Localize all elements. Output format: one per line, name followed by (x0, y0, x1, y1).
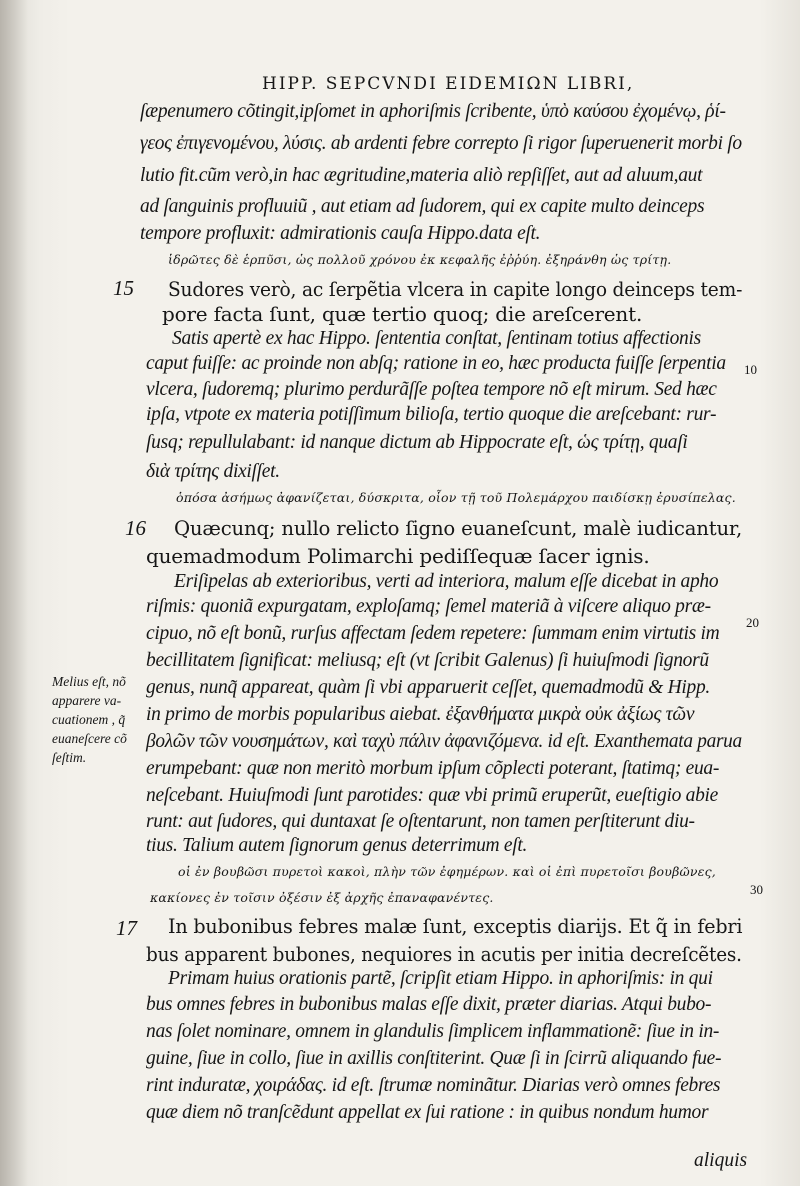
text-line: quæ diem nõ tranſcẽdunt appellat ex ſui ratione : in quibus nondum humor (146, 1102, 709, 1123)
text-line: vlcera, ſudoremq; plurimo perdurãſſe poſtea tempore nõ eſt mirum. Sed hæc (146, 379, 717, 400)
text-line: ipſa, vtpote ex materia potiſſimum bilioſa, tertio quoque die areſcebant: rur- (146, 404, 717, 425)
margin-note-line: ſeſtim. (52, 750, 87, 765)
text-line: tius. Talium autem ſignorum genus deterrimum eſt. (146, 835, 528, 856)
text-line: in primo de morbis popularibus aiebat. ἐξανθήματα μικρὰ οὐκ ἀξίως τῶν (146, 704, 695, 725)
page-gutter-shadow (0, 0, 28, 1186)
margin-note-line: Melius eſt, nõ (52, 674, 126, 689)
marginal-line-number: 20 (746, 615, 759, 630)
text-line: ad ſanguinis profluuiũ , aut etiam ad ſudorem, qui ex capite multo deinceps (140, 196, 705, 217)
text-line: rint induratæ, χοιράδας. id eſt. ſtrumæ nominãtur. Diarias verò omnes febres (146, 1075, 721, 1096)
text-line: cipuo, nõ eſt bonũ, rurſus affectam ſedem repetere: ſummam enim virtutis im (146, 623, 720, 644)
margin-note-line: cuationem , q̃ (52, 712, 126, 727)
margin-note-line: euaneſcere cõ (52, 731, 127, 746)
catchword: aliquis (694, 1150, 748, 1171)
marginal-line-number: 10 (744, 362, 757, 377)
text-line: tempore profluxit: admirationis cauſa Hippo.data eſt. (140, 223, 541, 244)
marginal-line-number: 30 (750, 882, 763, 897)
text-line: ſusq; repullulabant: id nanque dictum ab Hippocrate eſt, ὡς τρίτῃ, quaſi (146, 432, 688, 453)
text-line: ſæpenumero cõtingit,ipſomet in aphoriſmis ſcribente, ὑπὸ καύσου ἐχομένῳ, ῥί- (140, 101, 726, 122)
text-line: Eriſipelas ab exterioribus, verti ad interiora, malum eſſe dicebat in apho (174, 571, 719, 592)
text-line: caput fuiſſe: ac proinde non abſq; ratione in eo, hæc producta fuiſſe ſerpentia (146, 353, 726, 374)
aphorism-line: quemadmodum Polimarchi pediſſequæ ſacer ignis. (146, 544, 650, 568)
greek-line: οἱ ἐν βουβῶσι πυρετοὶ κακοὶ, πλὴν τῶν ἐφημέρων. καὶ οἱ ἐπὶ πυρετοῖσι βουβῶνες, (178, 864, 716, 879)
aphorism-line: Quæcunq; nullo relicto ſigno euaneſcunt, malè iudicantur, (174, 516, 743, 540)
greek-line: ἱδρῶτες δὲ ἑρπῦσι, ὡς πολλοῦ χρόνου ἐκ κεφαλῆς ἐῤῥύη. ἐξηράνθη ὡς τρίτῃ. (168, 252, 672, 267)
aphorism-line: Sudores verò, ac ſerpẽtia vlcera in capite longo deinceps tem- (168, 277, 743, 301)
text-line: genus, nunq̃ appareat, quàm ſi vbi apparuerit ceſſet, quemadmodũ & Hipp. (146, 677, 710, 698)
text-line: βολῶν τῶν νουσημάτων, καὶ ταχὺ πάλιν ἀφανιζόμενα. id eſt. Exanthemata parua (146, 731, 742, 752)
margin-note-line: apparere va- (52, 693, 122, 708)
section-number-16: 16 (125, 516, 146, 540)
aphorism-line: pore facta ſunt, quæ tertio quoq; die areſcerent. (162, 302, 643, 326)
text-line: becillitatem ſignificat: meliusq; eſt (vt ſcribit Galenus) ſi huiuſmodi ſignorũ (146, 650, 709, 671)
text-line: neſcebant. Huiuſmodi ſunt parotides: quæ vbi primũ eruperũt, eueſtigio abie (146, 785, 718, 806)
section-number-15: 15 (113, 276, 134, 300)
text-line: lutio fit.cũm verò,in hac ægritudine,materia aliò repſiſſet, aut ad aluum,aut (140, 165, 703, 186)
text-line: erumpebant: quæ non meritò morbum ipſum cõplecti poterant, ſtatimq; eua- (146, 758, 720, 779)
running-head: HIPP. SEPCVNDI EIDEMIΩN LIBRI, (262, 74, 635, 94)
text-line: Satis apertè ex hac Hippo. ſententia conſtat, ſentinam totius affectionis (172, 328, 701, 349)
text-line: riſmis: quoniã expurgatam, exploſamq; ſemel materiã à viſcere aliquo præ- (146, 596, 711, 617)
section-number-17: 17 (116, 916, 137, 940)
text-line: γεος ἐπιγενομένου, λύσις. ab ardenti febre correpto ſi rigor ſuperuenerit morbi ſo (140, 133, 742, 154)
text-line: nas ſolet nominare, omnem in glandulis ſimplicem inflammationẽ: ſiue in in- (146, 1021, 720, 1042)
text-line: runt: aut ſudores, qui duntaxat ſe oſtentarunt, non tamen perſtiterunt diu- (146, 811, 695, 832)
greek-line: κακίονες ἐν τοῖσιν ὀξέσιν ἐξ ἀρχῆς ἐπαναφανέντες. (150, 890, 494, 905)
text-line: διὰ τρίτης dixiſſet. (146, 461, 280, 482)
text-line: Primam huius orationis partẽ, ſcripſit etiam Hippo. in aphoriſmis: in qui (168, 968, 713, 989)
text-line: bus omnes febres in bubonibus malas eſſe dixit, præter diarias. Atqui bubo- (146, 994, 712, 1015)
text-line: guine, ſiue in collo, ſiue in axillis conſtiterint. Quæ ſi in ſcirrũ aliquando fue- (146, 1048, 722, 1069)
greek-line: ὁπόσα ἀσήμως ἀφανίζεται, δύσκριτα, οἷον τῇ τοῦ Πολεμάρχου παιδίσκῃ ἐρυσίπελας. (176, 490, 736, 505)
aphorism-line: bus apparent bubones, nequiores in acutis per initia decreſcẽtes. (146, 942, 742, 966)
margin-note (52, 672, 142, 767)
aphorism-line: In bubonibus febres malæ ſunt, exceptis diarijs. Et q̃ in febri (168, 914, 743, 938)
